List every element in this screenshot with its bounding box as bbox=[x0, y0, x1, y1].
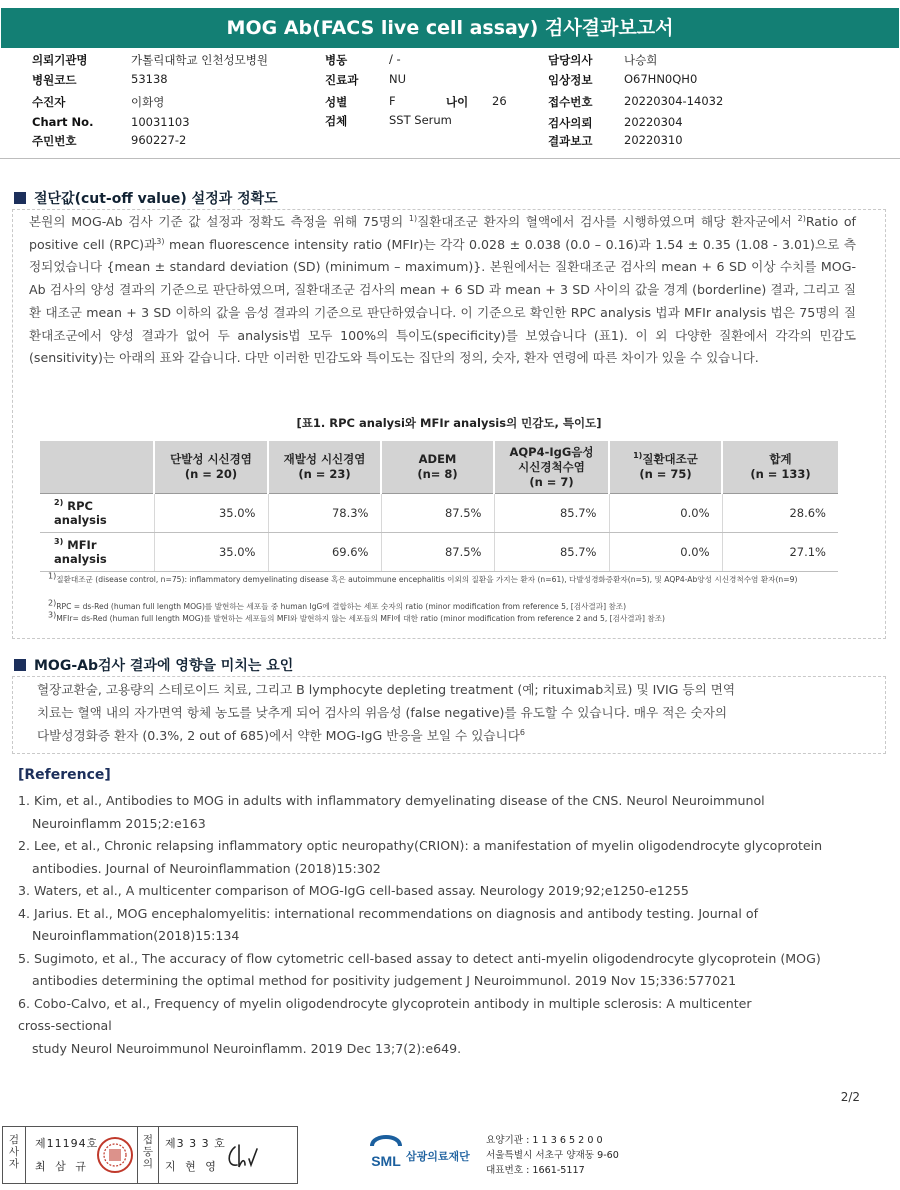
lab-info bbox=[486, 1133, 619, 1178]
factors-text: 혈장교환술, 고용량의 스테로이드 치료, 그리고 B lymphocyte depleting treatment (예; rituximab치료) 및 IVIG 등의 면역 bbox=[37, 682, 736, 697]
section-factors-title bbox=[14, 655, 293, 675]
header-label: 주민번호 bbox=[32, 134, 77, 148]
header-label: 병원코드 bbox=[32, 73, 77, 87]
lab-info-line: 요양기관 : 1 1 3 6 5 2 0 0 bbox=[486, 1135, 603, 1146]
reference-line: cross-sectional bbox=[18, 1018, 112, 1033]
paragraph-text: mean fluorescence intensity ratio (MFIr)는 각각 0.028 ± 0.038 (0.0 – 0.16)과 1.54 ± 0.35 (1.08 - 3.01)으로 측정되었습니다 {mean ± standard deviation (SD) (minimum – maximum)}. 본원에서는 질환대조군 검사의 mean + 6 SD 이상 수치를 MOG-Ab 검사의 양성 결과의 기준으로 판단하였으며, 질환대조군 검사의 mean + 6 SD 과 mean + 3 SD 사이의 값을 경계 (borderline) 결과, 그리고 질환 대조군 mean + 3 SD 이하의 값을 음성 결과의 기준으로 판단하였습니다. 이 기준으로 확인한 RPC analysis 법과 MFIr analysis 법은 75명의 질환대조군에서 양성 결과가 없어 두 analysis법 모두 100%의 특이도(specificity)를 보였습니다 (표1). 이 외 다양한 질환에서 각각의 민감도(sensitivity)는 아래의 표와 같습니다. 다만 이러한 민감도와 특이도는 집단의 정의, 숫자, 환자 연령에 따른 차이가 있을 수 있습니다. bbox=[29, 236, 856, 366]
patient-header bbox=[0, 52, 900, 156]
age-value: 26 bbox=[492, 94, 507, 108]
header-value: 20220304-14032 bbox=[624, 94, 724, 108]
header-value: 가톨릭대학교 인천성모병원 bbox=[131, 53, 268, 67]
header-value: SST Serum bbox=[389, 113, 452, 127]
references-title: [Reference] bbox=[18, 767, 111, 783]
stamp-label-char: 검 bbox=[8, 1134, 20, 1146]
table-cell: 0.0% bbox=[609, 533, 722, 572]
table-footnote bbox=[48, 610, 848, 624]
factors-line bbox=[37, 725, 867, 748]
sensitivity-table bbox=[40, 441, 838, 572]
header-label: 검체 bbox=[325, 114, 348, 128]
header-label: 진료과 bbox=[325, 73, 359, 87]
table-row bbox=[40, 533, 838, 572]
header-label: 성별 bbox=[325, 95, 348, 109]
paragraph-text: 본원의 MOG-Ab 검사 기준 값 설정과 정확도 측정을 위해 75명의 bbox=[29, 214, 409, 229]
examiner-seal-icon bbox=[95, 1135, 135, 1175]
table-cell: 28.6% bbox=[722, 494, 838, 533]
table-cell: 78.3% bbox=[268, 494, 381, 533]
age-label: 나이 bbox=[446, 95, 469, 109]
table-cell: 69.6% bbox=[268, 533, 381, 572]
row-label: RPC analysis bbox=[54, 499, 107, 527]
reference-item: 1. Kim, et al., Antibodies to MOG in adults with inflammatory demyelinating disease of the CNS. Neurol Neuroimmunol bbox=[18, 793, 765, 808]
footnote-text: RPC = ds-Red (human full length MOG)를 발현하는 세포들 중 human IgG에 결합하는 세포 숫자의 ratio (minor modification from reference 5, [검사결과] 참조) bbox=[56, 602, 627, 611]
header-value: 20220304 bbox=[624, 115, 683, 129]
table-cell: 87.5% bbox=[381, 494, 494, 533]
header-value: O67HN0QH0 bbox=[624, 72, 698, 86]
column-header-line: 합계 bbox=[769, 452, 792, 466]
bullet-square-icon bbox=[14, 192, 26, 204]
header-label: 병동 bbox=[325, 53, 348, 67]
reference-item: 6. Cobo-Calvo, et al., Frequency of myelin oligodendrocyte glycoprotein antibody in multiple sclerosis: A multicenter bbox=[18, 995, 752, 1011]
reference-line: Neuroinflamm 2015;2:e163 bbox=[32, 815, 206, 831]
cutoff-paragraph bbox=[29, 211, 856, 370]
header-label: 의뢰기관명 bbox=[32, 53, 88, 67]
reference-line: Neuroinflammation(2018)15:134 bbox=[32, 928, 240, 943]
footnote-marker: 3) bbox=[48, 610, 57, 620]
table-cell: 87.5% bbox=[381, 533, 494, 572]
column-header-line: ADEM bbox=[418, 452, 457, 466]
header-label: 결과보고 bbox=[548, 134, 593, 148]
signature-icon bbox=[225, 1139, 269, 1173]
table-cell: 35.0% bbox=[154, 533, 268, 572]
table-cell: 0.0% bbox=[609, 494, 722, 533]
table-footnote bbox=[48, 571, 848, 585]
column-header-line: (n = 23) bbox=[298, 467, 351, 481]
reference-line: antibodies. Journal of Neuroinflammation (2018)15:302 bbox=[32, 860, 381, 876]
column-header-line: 질환대조군 bbox=[642, 452, 698, 466]
table-footnote bbox=[48, 598, 848, 612]
column-header-line: (n = 75) bbox=[639, 467, 692, 481]
column-header-line: (n= 8) bbox=[417, 467, 458, 481]
header-label: 검사의뢰 bbox=[548, 116, 593, 130]
footnote-marker: 1) bbox=[48, 571, 57, 581]
header-label: 수진자 bbox=[32, 95, 66, 109]
signature-box bbox=[2, 1126, 298, 1184]
page-number: 2/2 bbox=[840, 1090, 860, 1104]
sml-logo-text: SML bbox=[371, 1153, 401, 1169]
section-cutoff-title-text: 절단값(cut-off value) 설정과 정확도 bbox=[34, 191, 278, 207]
column-header bbox=[609, 441, 722, 494]
lab-info-line: 대표번호 : 1661-5117 bbox=[486, 1165, 585, 1176]
paragraph-text: Ratio of positive cell (RPC)과 bbox=[29, 214, 856, 252]
confirmer-name: 지 현 영 bbox=[165, 1160, 219, 1173]
row-header bbox=[40, 533, 154, 572]
factors-line bbox=[37, 679, 867, 702]
footnote-text: 질환대조군 (disease control, n=75): inflammatory demyelinating disease 혹은 autoimmune encephalitis 이외의 질환을 가지는 환자 (n=61), 다발성경화증환자(n=5), 및 AQP4-Ab양성 시신경척수염 환자(n=9) bbox=[56, 575, 798, 584]
footnote-marker: 3) bbox=[54, 537, 64, 547]
footnote-marker: 1) bbox=[408, 213, 418, 223]
stamp-label-char: 둥 bbox=[142, 1146, 154, 1158]
column-header bbox=[381, 441, 494, 494]
header-label: 담당의사 bbox=[548, 53, 593, 67]
stamp-label-char: 자 bbox=[8, 1158, 20, 1170]
column-header bbox=[722, 441, 838, 494]
column-header bbox=[268, 441, 381, 494]
footnote-marker: 1) bbox=[633, 451, 643, 461]
table-cell: 27.1% bbox=[722, 533, 838, 572]
confirmer-number: 제3 3 3 호 bbox=[165, 1137, 226, 1150]
examiner-number: 제11194호 bbox=[35, 1137, 99, 1150]
factors-text: 치료는 혈액 내의 자가면역 항체 농도를 낮추게 되어 검사의 위음성 (false negative)를 유도할 수 있습니다. 매우 적은 숫자의 bbox=[37, 705, 728, 720]
column-header-line: 단발성 시신경염 bbox=[170, 452, 252, 466]
table-cell: 85.7% bbox=[494, 533, 609, 572]
examiner-label-cell bbox=[3, 1127, 26, 1183]
stamp-label-char: 접 bbox=[142, 1134, 154, 1146]
header-value: 960227-2 bbox=[131, 133, 187, 147]
header-value: 10031103 bbox=[131, 115, 190, 129]
header-value: 20220310 bbox=[624, 133, 683, 147]
column-header-line: (n = 133) bbox=[750, 467, 811, 481]
header-value: 53138 bbox=[131, 72, 168, 86]
header-value: F bbox=[389, 94, 396, 108]
header-value: 이화영 bbox=[131, 95, 165, 109]
stamp-label-char: 사 bbox=[8, 1146, 20, 1158]
reference-item: 2. Lee, et al., Chronic relapsing inflammatory optic neuropathy(CRION): a manifestation of myelin oligodendrocyte glycoprotein bbox=[18, 838, 823, 853]
row-header bbox=[40, 494, 154, 533]
reference-item: 4. Jarius. Et al., MOG encephalomyelitis: international recommendations on diagnosis and antibody testing. Journal of bbox=[18, 905, 759, 921]
column-header-line: (n = 20) bbox=[184, 467, 238, 481]
footnote-marker: 3) bbox=[156, 236, 165, 246]
row-label: MFIr analysis bbox=[54, 538, 107, 566]
footnote-marker: 6 bbox=[519, 727, 525, 737]
column-header-line: 시신경척수염 bbox=[518, 459, 585, 474]
stamp-label-char: 의 bbox=[142, 1158, 154, 1170]
header-value: NU bbox=[389, 72, 407, 86]
header-label: 임상정보 bbox=[548, 73, 593, 87]
org-name: 삼광의료재단 bbox=[406, 1150, 470, 1163]
reference-item: 5. Sugimoto, et al., The accuracy of flow cytometric cell-based assay to detect anti-myelin oligodendrocyte glycoprotein (MOG) bbox=[18, 950, 821, 966]
factors-line bbox=[37, 702, 867, 725]
footnote-marker: 2) bbox=[797, 213, 806, 223]
reference-line: study Neurol Neuroimmunol Neuroinflamm. 2019 Dec 13;7(2):e649. bbox=[32, 1040, 462, 1056]
report-title: MOG Ab(FACS live cell assay) 검사결과보고서 bbox=[1, 8, 899, 48]
column-header bbox=[154, 441, 268, 494]
table-cell: 35.0% bbox=[154, 494, 268, 533]
column-header-line: 재발성 시신경염 bbox=[283, 452, 366, 466]
header-divider bbox=[0, 158, 900, 159]
factors-text: 다발성경화증 환자 (0.3%, 2 out of 685)에서 약한 MOG-IgG 반응을 보일 수 있습니다 bbox=[37, 728, 520, 743]
section-factors-title-text: MOG-Ab검사 결과에 영향을 미치는 요인 bbox=[34, 658, 294, 674]
confirmer-label-cell bbox=[137, 1127, 159, 1183]
sml-logo-icon bbox=[366, 1128, 406, 1174]
column-header bbox=[494, 441, 609, 494]
lab-info-line: 서울특별시 서초구 양재동 9-60 bbox=[486, 1150, 619, 1161]
footnote-marker: 2) bbox=[54, 498, 64, 508]
report-footer bbox=[0, 1120, 900, 1190]
footnote-text: MFIr= ds-Red (human full length MOG)를 발현하는 세포들의 MFI와 발현하지 않는 세포들의 MFI에 대한 ratio (minor modification from reference 2 and 5, [검사결과] 참조) bbox=[56, 614, 665, 623]
section-cutoff-title bbox=[14, 188, 278, 208]
examiner-name: 최 삼 규 bbox=[35, 1160, 89, 1173]
reference-line: antibodies determining the optimal method for positivity judgement J Neuroimmunol. 2019 Nov 15;336:577021 bbox=[32, 973, 737, 988]
header-label: Chart No. bbox=[32, 115, 94, 129]
table-caption: [표1. RPC analysi와 MFIr analysis의 민감도, 특이도] bbox=[296, 416, 602, 430]
table-cell: 85.7% bbox=[494, 494, 609, 533]
header-value: 나승희 bbox=[624, 53, 658, 67]
reference-item: 3. Waters, et al., A multicenter comparison of MOG-IgG cell-based assay. Neurology 2019;92;e1250-e1255 bbox=[18, 883, 689, 898]
header-value: / - bbox=[389, 52, 401, 66]
table-corner-cell bbox=[40, 441, 154, 494]
footnote-marker: 2) bbox=[48, 598, 57, 608]
paragraph-text: 질환대조군 환자의 혈액에서 검사를 시행하였으며 해당 환자군에서 bbox=[417, 214, 798, 229]
table-row bbox=[40, 494, 838, 533]
header-label: 접수번호 bbox=[548, 95, 593, 109]
bullet-square-icon bbox=[14, 659, 26, 671]
column-header-line: AQP4-IgG음성 bbox=[509, 444, 594, 459]
column-header-line: (n = 7) bbox=[529, 474, 574, 489]
